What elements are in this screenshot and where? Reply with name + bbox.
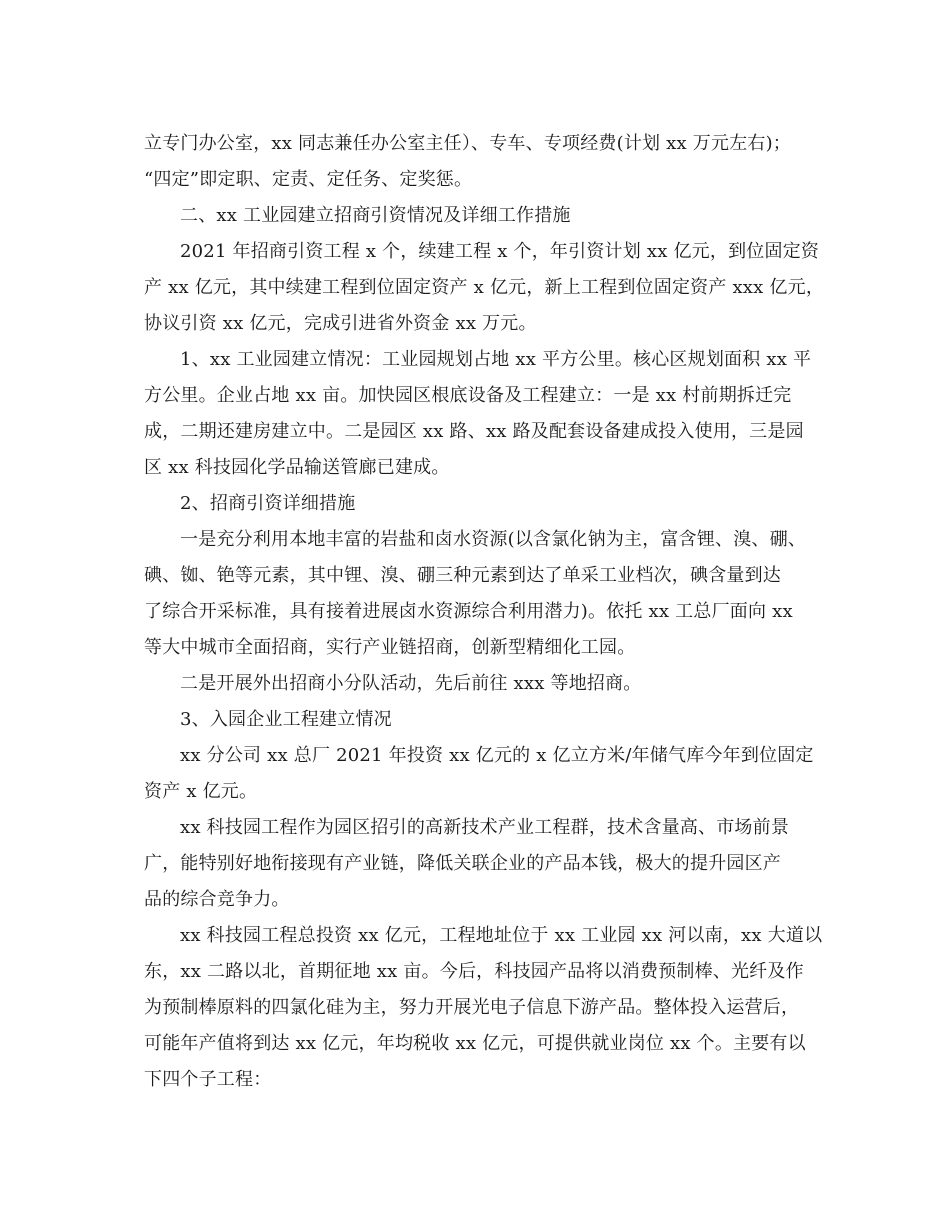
- text-line: 方公里。企业占地 xx 亩。加快园区根底设备及工程建立：一是 xx 村前期拆迁完: [144, 385, 792, 406]
- text-line: 东，xx 二路以北，首期征地 xx 亩。今后，科技园产品将以消费预制棒、光纤及作: [144, 961, 804, 982]
- section-heading: 二、xx 工业园建立招商引资情况及详细工作措施: [180, 205, 571, 226]
- text-line: 立专门办公室，xx 同志兼任办公室主任）、专车、专项经费(计划 xx 万元左右)；: [144, 133, 792, 154]
- subsection-heading: 2、招商引资详细措施: [180, 493, 356, 514]
- text-line: 一是充分利用本地丰富的岩盐和卤水资源(以含氯化钠为主，富含锂、溴、硼、: [180, 529, 807, 550]
- text-line: 区 xx 科技园化学品输送管廊已建成。: [144, 457, 450, 478]
- text-line: 资产 x 亿元。: [144, 781, 258, 802]
- text-line: xx 科技园工程总投资 xx 亿元，工程地址位于 xx 工业园 xx 河以南，xx 大道以: [180, 925, 823, 946]
- text-line: 协议引资 xx 亿元，完成引进省外资金 xx 万元。: [144, 313, 537, 334]
- text-line: 碘、铷、铯等元素，其中锂、溴、硼三种元素到达了单采工业档次，碘含量到达: [144, 565, 781, 586]
- text-line: 为预制棒原料的四氯化硅为主，努力开展光电子信息下游产品。整体投入运营后，: [144, 997, 800, 1018]
- subsection-heading: 3、入园企业工程建立情况: [180, 709, 392, 730]
- text-line: 成，二期还建房建立中。二是园区 xx 路、xx 路及配套设备建成投入使用，三是园: [144, 421, 804, 442]
- text-line: 1、xx 工业园建立情况：工业园规划占地 xx 平方公里。核心区规划面积 xx 平: [180, 349, 812, 370]
- text-line: 广，能特别好地衔接现有产业链，降低关联企业的产品本钱，极大的提升园区产: [144, 853, 781, 874]
- text-line: 等大中城市全面招商，实行产业链招商，创新型精细化工园。: [144, 637, 636, 658]
- text-line: 二是开展外出招商小分队活动，先后前往 xxx 等地招商。: [180, 673, 642, 694]
- text-line: 2021 年招商引资工程 x 个，续建工程 x 个，年引资计划 xx 亿元，到位固定资: [180, 241, 820, 262]
- text-line: 了综合开采标准，具有接着进展卤水资源综合利用潜力)。依托 xx 工总厂面向 xx: [144, 601, 793, 622]
- text-line: 下四个子工程：: [144, 1069, 272, 1090]
- text-line: xx 分公司 xx 总厂 2021 年投资 xx 亿元的 x 亿立方米/年储气库今年到位固定: [180, 745, 814, 766]
- text-line: 产 xx 亿元，其中续建工程到位固定资产 x 亿元，新上工程到位固定资产 xxx 亿元，: [144, 277, 825, 298]
- text-line: “四定”即定职、定责、定任务、定奖惩。: [144, 169, 473, 190]
- text-line: 品的综合竞争力。: [144, 889, 290, 910]
- text-line: xx 科技园工程作为园区招引的高新技术产业工程群，技术含量高、市场前景: [180, 817, 790, 838]
- text-line: 可能年产值将到达 xx 亿元，年均税收 xx 亿元，可提供就业岗位 xx 个。主要有以: [144, 1033, 806, 1054]
